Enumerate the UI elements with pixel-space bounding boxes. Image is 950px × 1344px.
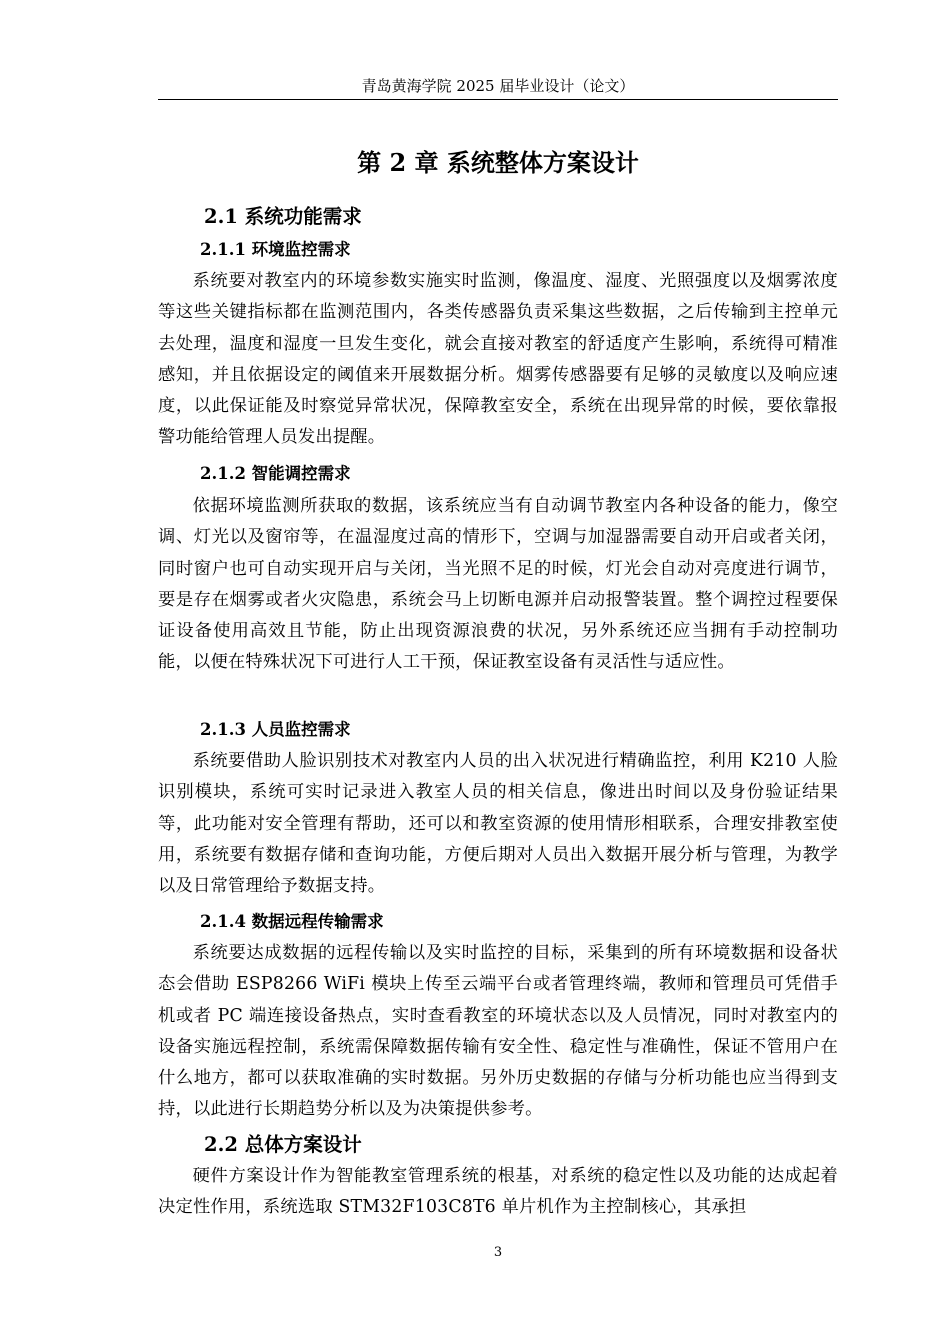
chapter-title: 第 2 章 系统整体方案设计 <box>357 148 639 177</box>
running-header: 青岛黄海学院 2025 届毕业设计（论文） <box>361 77 635 95</box>
paragraph-2-1-1: 系统要对教室内的环境参数实施实时监测，像温度、湿度、光照强度以及烟雾浓度等这些关键指标都在监测范围内，各类传感器负责采集这些数据，之后传输到主控单元去处理，温度和湿度一旦发生变化，就会直接对教室的舒适度产生影响，系统得可精准感知，并且依据设定的阈值来开展数据分析。烟雾传感器要有足够的灵敏度以及响应速度，以此保证能及时察觉异常状况，保障教室安全，系统在出现异常的时候，要依靠报警功能给管理人员发出提醒。 <box>158 271 838 448</box>
subsection-heading-2-1-2: 2.1.2 智能调控需求 <box>200 464 351 483</box>
section-heading-2-2: 2.2 总体方案设计 <box>204 1133 362 1156</box>
header-divider <box>158 99 838 100</box>
paragraph-2-1-2: 依据环境监测所获取的数据，该系统应当有自动调节教室内各种设备的能力，像空调、灯光以及窗帘等，在温湿度过高的情形下，空调与加湿器需要自动开启或者关闭，同时窗户也可自动实现开启与关闭，当光照不足的时候，灯光会自动对亮度进行调节，要是存在烟雾或者火灾隐患，系统会马上切断电源并启动报警装置。整个调控过程要保证设备使用高效且节能，防止出现资源浪费的状况，另外系统还应当拥有手动控制功能，以便在特殊状况下可进行人工干预，保证教室设备有灵活性与适应性。 <box>158 496 838 673</box>
subsection-heading-2-1-3: 2.1.3 人员监控需求 <box>200 720 351 739</box>
paragraph-2-2: 硬件方案设计作为智能教室管理系统的根基，对系统的稳定性以及功能的达成起着决定性作用，系统选取 STM32F103C8T6 单片机作为主控制核心，其承担 <box>158 1166 838 1218</box>
subsection-heading-2-1-1: 2.1.1 环境监控需求 <box>200 240 351 259</box>
paragraph-2-1-3: 系统要借助人脸识别技术对教室内人员的出入状况进行精确监控，利用 K210 人脸识别模块，系统可实时记录进入教室人员的相关信息，像进出时间以及身份验证结果等，此功能对安全管理有帮助，还可以和教室资源的使用情形相联系，合理安排教室使用，系统要有数据存储和查询功能，方便后期对人员出入数据开展分析与管理，为教学以及日常管理给予数据支持。 <box>158 751 838 897</box>
page-number: 3 <box>493 1245 503 1260</box>
paragraph-2-1-4: 系统要达成数据的远程传输以及实时监控的目标，采集到的所有环境数据和设备状态会借助 ESP8266 WiFi 模块上传至云端平台或者管理终端，教师和管理员可凭借手机或者 PC 端连接设备热点，实时查看教室的环境状态以及人员情况，同时对教室内的设备实施远程控制，系统需保障数据传输有安全性、稳定性与准确性，保证不管用户在什么地方，都可以获取准确的实时数据。另外历史数据的存储与分析功能也应当得到支持，以此进行长期趋势分析以及为决策提供参考。 <box>158 943 838 1120</box>
subsection-heading-2-1-4: 2.1.4 数据远程传输需求 <box>200 912 384 931</box>
section-heading-2-1: 2.1 系统功能需求 <box>204 205 362 228</box>
